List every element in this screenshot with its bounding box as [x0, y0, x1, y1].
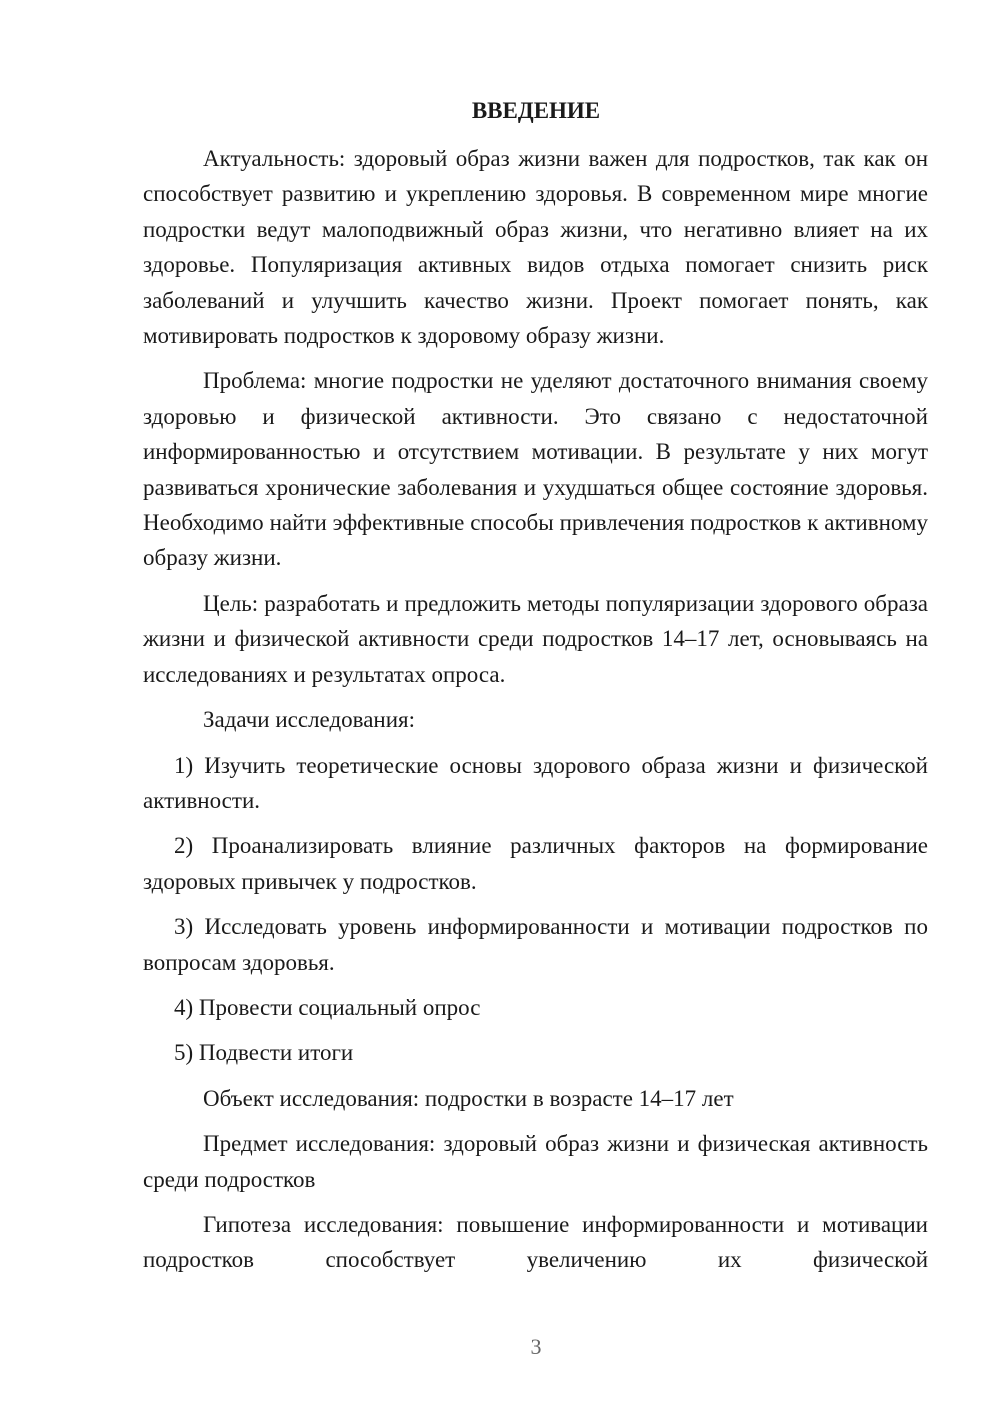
list-item-task-4: 4) Провести социальный опрос [174, 994, 481, 1020]
paragraph-object: Объект исследования: подростки в возрасте 14–17 лет [203, 1085, 734, 1111]
paragraph-problem: Проблема: многие подростки не уделяют достаточного внимания своему здоровью и физической активности. Это связано с недостаточной информированностью и отсутствием мотивации. В результате у них могут развиваться хронические заболевания и ухудшаться общее состояние здоровья. Необходимо найти эффективные способы привлечения подростков к активному образу жизни. [143, 368, 928, 571]
document-body [143, 141, 928, 1278]
paragraph-goal: Цель: разработать и предложить методы популяризации здорового образа жизни и физической активности среди подростков 14–17 лет, основываясь на исследованиях и результатах опроса. [143, 590, 928, 687]
list-item-task-3: 3) Исследовать уровень информированности и мотивации подростков по вопросам здоровья. [143, 914, 928, 975]
paragraph-subject: Предмет исследования: здоровый образ жизни и физическая активность среди подростков [143, 1131, 928, 1192]
section-heading: ВВЕДЕНИЕ [471, 98, 601, 123]
tasks-heading: Задачи исследования: [203, 707, 416, 733]
page-number: 3 [530, 1334, 542, 1359]
list-item-task-2: 2) Проанализировать влияние различных факторов на формирование здоровых привычек у подростков. [143, 833, 928, 894]
list-item-task-5: 5) Подвести итоги [174, 1040, 354, 1066]
paragraph-relevance: Актуальность: здоровый образ жизни важен для подростков, так как он способствует развитию и укреплению здоровья. В современном мире многие подростки ведут малоподвижный образ жизни, что негативно влияет на их здоровье. Популяризация активных видов отдыха помогает снизить риск заболеваний и улучшить качество жизни. Проект помогает понять, как мотивировать подростков к здоровому образу жизни. [143, 146, 928, 349]
list-item-task-1: 1) Изучить теоретические основы здорового образа жизни и физической активности. [143, 752, 928, 813]
paragraph-hypothesis: Гипотеза исследования: повышение информированности и мотивации подростков способствует увеличению их физической [143, 1211, 928, 1273]
